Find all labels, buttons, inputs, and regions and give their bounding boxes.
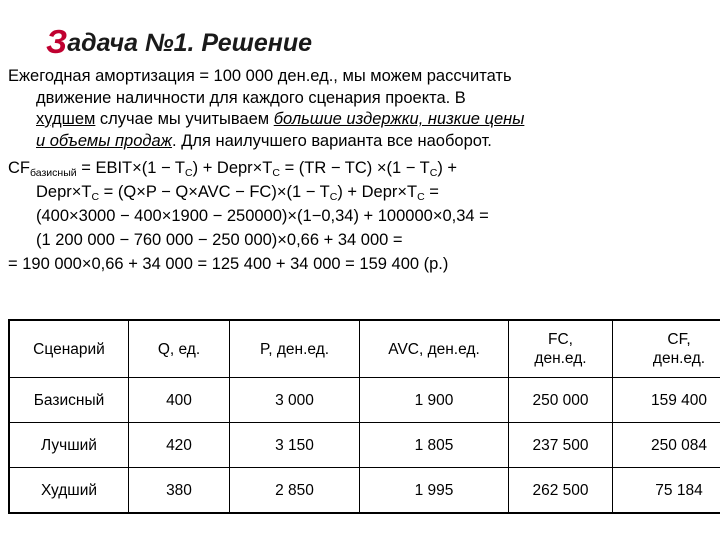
intro-paragraph [8, 66, 714, 152]
cell-avc: 1 805 [360, 423, 509, 468]
emphasis-sales-volumes: и объемы продаж [36, 131, 173, 150]
table-header-fc-line1: FC, [548, 331, 573, 348]
emphasis-high-costs-low-prices: большие издержки, низкие цены [273, 110, 525, 128]
scenario-table-wrapper [8, 319, 714, 514]
table-header-row [9, 320, 720, 378]
table-header-quantity [129, 320, 230, 378]
formula-line-2-c: ) + Depr×T [337, 183, 418, 201]
table-header-fc [509, 320, 613, 378]
table-row [9, 468, 720, 514]
cell-quantity: 380 [129, 468, 230, 514]
cell-price: 2 850 [230, 468, 360, 514]
cell-scenario: Худший [9, 468, 129, 514]
table-header-cf-line2: ден.ед. [652, 350, 706, 367]
formula-line-3: (400×3000 − 400×1900 − 250000)×(1−0,34) + 100000×0,34 = [36, 207, 489, 225]
table-row [9, 378, 720, 423]
paragraph-line-1: Ежегодная амортизация = 100 000 ден.ед., мы можем рассчитать [8, 67, 512, 85]
cell-price: 3 000 [230, 378, 360, 423]
formula-line-1-c: ) + Depr×T [192, 159, 273, 177]
cell-price: 3 150 [230, 423, 360, 468]
formula-line-1 [8, 156, 714, 180]
formula-line-5: = 190 000×0,66 + 34 000 = 125 400 + 34 000 = 159 400 (р.) [8, 255, 449, 273]
formula-line-2-b: = (Q×P − Q×AVC − FC)×(1 − T [99, 183, 330, 201]
paragraph-line-2: движение наличности для каждого сценария проекта. В [36, 88, 466, 107]
formula-tc-subscript-3: C [429, 167, 438, 179]
cell-fc: 250 000 [509, 378, 613, 423]
formula-line-2-d: = [424, 183, 439, 201]
formula-tc-subscript-2: C [272, 167, 280, 179]
cell-cf: 250 084 [613, 423, 720, 468]
table-header-scenario-line1: Сценарий [33, 340, 105, 358]
paragraph-line-4-tail: . Для наилучшего варианта все наоборот. [172, 131, 492, 150]
cell-fc: 237 500 [509, 423, 613, 468]
table-header-cf-line1: CF, [667, 331, 691, 348]
cell-cf: 75 184 [613, 468, 720, 514]
title-dropcap: З [46, 23, 68, 60]
table-header-scenario [9, 320, 129, 378]
page-title [46, 23, 313, 60]
cell-scenario: Лучший [9, 423, 129, 468]
cell-quantity: 400 [129, 378, 230, 423]
paragraph-line-4 [8, 131, 714, 153]
formula-cf-symbol: CF [8, 159, 30, 177]
table-header-cf [613, 320, 720, 378]
table-header-quantity-line1: Q, ед. [157, 340, 201, 358]
formula-tc-subscript-4: C [91, 191, 100, 203]
formula-line-2 [8, 180, 714, 204]
formula-line-1-b: = EBIT×(1 − T [76, 159, 186, 177]
cell-avc: 1 995 [360, 468, 509, 514]
table-header-avc [360, 320, 509, 378]
formula-tc-subscript-5: C [329, 191, 338, 203]
formula-line-1-e: ) + [437, 159, 458, 177]
formula-tc-subscript-1: C [185, 167, 193, 179]
table-header-price [230, 320, 360, 378]
emphasis-worst-case: худшем [36, 110, 96, 128]
formula-tc-subscript-6: C [417, 191, 425, 203]
formula-line-1-d: = (TR − TC) ×(1 − T [279, 159, 430, 177]
formula-cf-subscript: базисный [30, 167, 77, 179]
cell-scenario: Базисный [9, 378, 129, 423]
table-header-avc-line1: AVC, ден.ед. [388, 340, 480, 358]
cell-avc: 1 900 [360, 378, 509, 423]
title-text: адача №1. Решение [67, 29, 313, 57]
table-header-price-line1: P, ден.ед. [259, 340, 330, 358]
paragraph-line-3 [8, 109, 714, 131]
table-row [9, 423, 720, 468]
scenario-table [8, 319, 720, 514]
cell-cf: 159 400 [613, 378, 720, 423]
cell-fc: 262 500 [509, 468, 613, 514]
formula-line-4: (1 200 000 − 760 000 − 250 000)×0,66 + 34 000 = [36, 231, 403, 249]
formula-line-2-a: Depr×T [36, 183, 92, 201]
cell-quantity: 420 [129, 423, 230, 468]
paragraph-line-3-mid: случае мы учитываем [95, 110, 274, 128]
formula-block [8, 156, 714, 276]
table-header-fc-line2: ден.ед. [534, 350, 587, 367]
